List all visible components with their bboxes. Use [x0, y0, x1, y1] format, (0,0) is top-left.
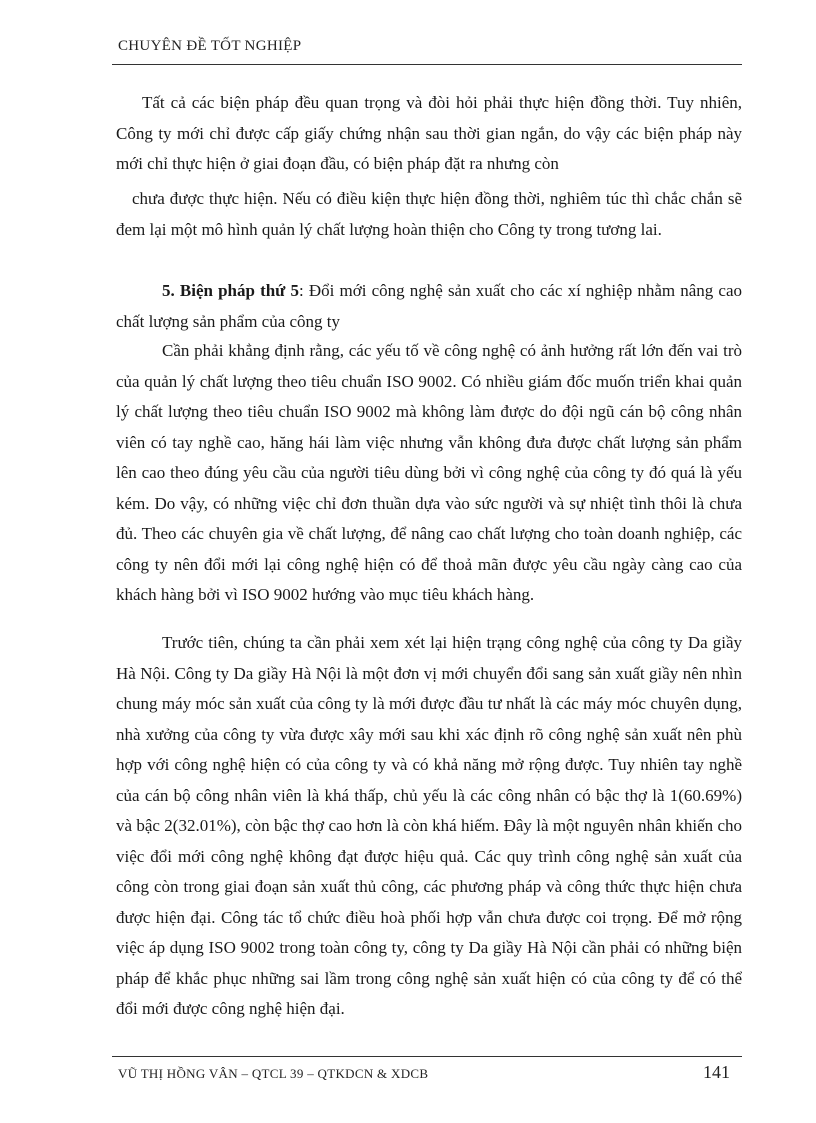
paragraph-3-heading [116, 276, 742, 337]
footer-author: VŨ THỊ HỒNG VÂN – QTCL 39 – QTKDCN & XDCB [118, 1066, 429, 1081]
header-divider [112, 64, 742, 65]
footer-divider [112, 1056, 742, 1057]
page-header-title: CHUYÊN ĐỀ TỐT NGHIỆP [118, 38, 302, 54]
paragraph-5: Trước tiên, chúng ta cần phải xem xét lại hiện trạng công nghệ của công ty Da giầy Hà Nội. Công ty Da giầy Hà Nội là một đơn vị mới chuyển đổi sang sản xuất giầy nên nhìn chung máy móc sản xuất của công ty là mới được đầu tư nhất là các máy móc chuyên dụng, nhà xưởng của công ty vừa được xây mới sau khi xác định rõ công nghệ sản xuất nên phù hợp với công nghệ hiện có của công ty và có khả năng mở rộng được. Tuy nhiên tay nghề của cán bộ công nhân viên là khá thấp, chủ yếu là các công nhân có bậc thợ là 1(60.69%) và bậc 2(32.01%), còn bậc thợ cao hơn là còn khá hiếm. Đây là một nguyên nhân khiến cho việc đổi mới công nghệ không đạt được hiệu quả. Các quy trình công nghệ sản xuất của công còn trong giai đoạn sản xuất thủ công, các phương pháp và công thức thực hiện chưa được hiện đại. Công tác tổ chức điều hoà phối hợp vẫn chưa được coi trọng. Để mở rộng việc áp dụng ISO 9002 trong toàn công ty, công ty Da giầy Hà Nội cần phải có những biện pháp để khắc phục những sai lầm trong công nghệ sản xuất hiện có của công ty để có thể đổi mới được công nghệ hiện đại. [116, 633, 742, 1018]
measure-5-label: 5. Biện pháp thứ 5 [162, 281, 300, 300]
paragraph-2: chưa được thực hiện. Nếu có điều kiện thực hiện đồng thời, nghiêm túc thì chắc chắn sẽ đem lại một mô hình quản lý chất lượng hoàn thiện cho Công ty trong tương lai. [116, 189, 742, 239]
measure-5-text: : Đổi mới công nghệ sản xuất cho các xí nghiệp nhằm nâng cao chất lượng sản phẩm của công ty [116, 281, 742, 331]
page-number: 141 [703, 1062, 730, 1082]
paragraph-1: Tất cả các biện pháp đều quan trọng và đòi hỏi phải thực hiện đồng thời. Tuy nhiên, Công ty mới chỉ được cấp giấy chứng nhận sau thời gian ngắn, do vậy các biện pháp này mới chỉ thực hiện ở giai đoạn đầu, có biện pháp đặt ra nhưng còn [116, 93, 742, 173]
paragraph-4: Cần phải khẳng định rằng, các yếu tố về công nghệ có ảnh hưởng rất lớn đến vai trò của quản lý chất lượng theo tiêu chuẩn ISO 9002. Có nhiều giám đốc muốn triển khai quản lý chất lượng theo tiêu chuẩn ISO 9002 mà không làm được do đội ngũ cán bộ công nhân viên có tay nghề cao, hăng hái làm việc nhưng vẫn không đưa được chất lượng sản phẩm lên cao theo đúng yêu cầu của người tiêu dùng bởi vì công nghệ của công ty đó quá là yếu kém. Do vậy, có những việc chỉ đơn thuần dựa vào sức người và sự nhiệt tình thôi là chưa đủ. Theo các chuyên gia về chất lượng, để nâng cao chất lượng cho toàn doanh nghiệp, các công ty nên đổi mới lại công nghệ hiện có để thoả mãn được yêu cầu ngày càng cao của khách hàng bởi vì ISO 9002 hướng vào mục tiêu khách hàng. [116, 341, 742, 604]
